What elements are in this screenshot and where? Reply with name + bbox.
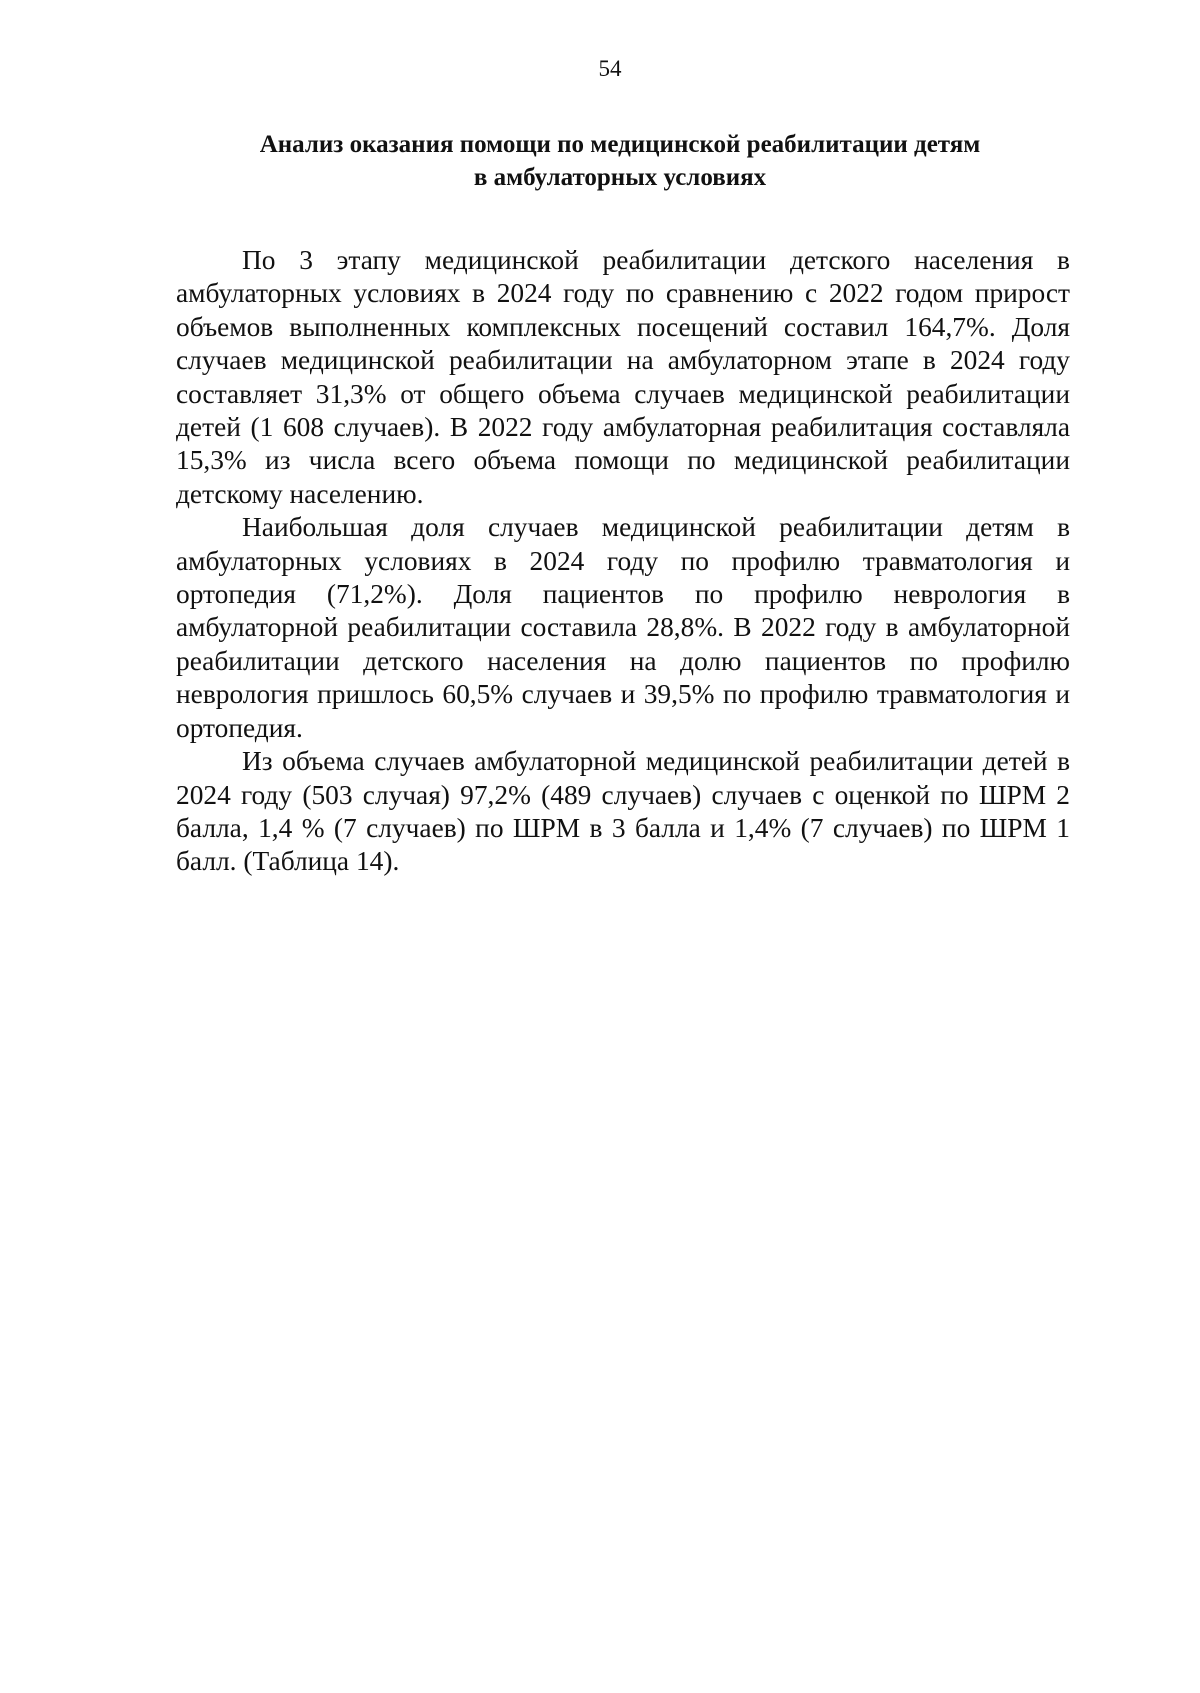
paragraph-2: Наибольшая доля случаев медицинской реабилитации детям в амбулаторных условиях в 2024 году по профилю травматология и ортопедия (71,2%). Доля пациентов по профилю неврология в амбулаторной реабилитации составила 28,8%. В 2022 году в амбулаторной реабилитации детского населения на долю пациентов по профилю неврология пришлось 60,5% случаев и 39,5% по профилю травматология и ортопедия. (176, 512, 1070, 743)
paragraph-1: По 3 этапу медицинской реабилитации детского населения в амбулаторных условиях в 2024 году по сравнению с 2022 годом прирост объемов выполненных комплексных посещений составил 164,7%. Доля случаев медицинской реабилитации на амбулаторном этапе в 2024 году составляет 31,3% от общего объема случаев медицинской реабилитации детей (1 608 случаев). В 2022 году амбулаторная реабилитация составляла 15,3% из числа всего объема помощи по медицинской реабилитации детскому населению. (176, 245, 1070, 509)
section-heading-line-1: Анализ оказания помощи по медицинской реабилитации детям (259, 131, 981, 158)
section-heading (170, 128, 1070, 194)
page-number: 54 (598, 56, 622, 81)
paragraph-3: Из объема случаев амбулаторной медицинской реабилитации детей в 2024 году (503 случая) 97,2% (489 случаев) случаев с оценкой по ШРМ 2 балла, 1,4 % (7 случаев) по ШРМ в 3 балла и 1,4% (7 случаев) по ШРМ 1 балл. (Таблица 14). (176, 746, 1070, 877)
section-heading-line-2: в амбулаторных условиях (473, 164, 767, 191)
body-text (176, 244, 1070, 879)
